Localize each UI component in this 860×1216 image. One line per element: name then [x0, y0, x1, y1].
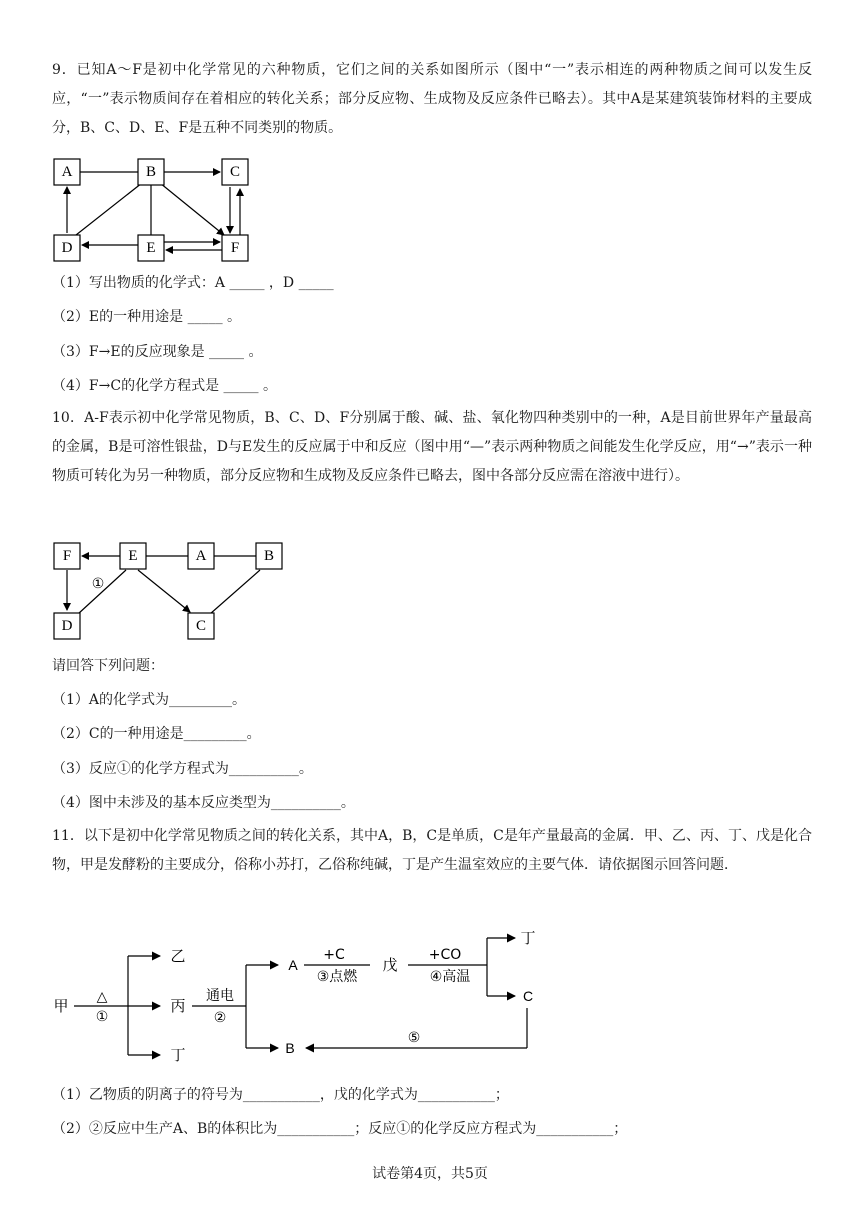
q9-question-2: （2）E的一种用途是 _____ 。: [52, 309, 242, 325]
q11-reaction-5-label: ⑤: [407, 1030, 421, 1046]
q10-node-f: [54, 543, 80, 569]
q10-node-e: [120, 543, 146, 569]
q10-node-b: [256, 543, 282, 569]
q11-reaction-2-label: ②: [213, 1010, 227, 1026]
svg-text:C: C: [229, 164, 241, 180]
svg-text:F: F: [62, 548, 72, 564]
q11-stem: 11．以下是初中化学常见物质之间的转化关系，其中A，B，C是单质，C是年产量最高的金属．甲、乙、丙、丁、戊是化合物，甲是发酵粉的主要成分，俗称小苏打，乙俗称纯碱，丁是产生温室效应的主要气体．请依据图示回答问题．: [52, 828, 812, 873]
q11-node-yi: 乙: [170, 947, 186, 965]
q11-node-ding-1: 丁: [170, 1046, 186, 1063]
q10-edge-b-c: [210, 570, 260, 614]
q11-node-a: A: [288, 957, 298, 973]
q10-stem: 10．A-F表示初中化学常见物质，B、C、D、F分别属于酸、碱、盐、氧化物四种类别中的一种，A是目前世界年产量最高的金属，B是可溶性银盐，D与E发生的反应属于中和反应（图中用“—”表示两种物质之间能发生化学反应，用“→”表示一种物质可转化为另一种物质，部分反应物和生成物及反应条件已略去，图中各部分反应需在溶液中进行）。: [52, 410, 812, 484]
q11-heat-label: △: [96, 989, 108, 1005]
q9-question-4: （4）F→C的化学方程式是 _____ 。: [52, 378, 277, 394]
svg-text:D: D: [61, 240, 73, 256]
q11-electrolysis-label: 通电: [206, 988, 234, 1004]
q11-node-bing: 丙: [170, 997, 186, 1015]
q9-edge-b-d: [76, 183, 142, 235]
q11-reaction-1-label: ①: [95, 1009, 109, 1025]
q10-diagram: [50, 538, 290, 646]
svg-text:A: A: [195, 548, 207, 564]
q11-plus-c-label: +C: [323, 947, 345, 963]
q9-edge-b-f: [160, 183, 224, 235]
q11-reaction-3-label: ③点燃: [316, 969, 358, 985]
q9-stem: 9．已知A～F是初中化学常见的六种物质，它们之间的关系如图所示（图中“一”表示相连的两种物质之间可以发生反应，“一”表示物质间存在着相应的转化关系；部分反应物、生成物及反应条件已略去）。其中A是某建筑装饰材料的主要成分，B、C、D、E、F是五种不同类别的物质。: [52, 62, 812, 136]
svg-text:F: F: [230, 240, 240, 256]
svg-text:E: E: [128, 548, 138, 564]
q11-question-1: （1）乙物质的阴离子的符号为___________，戊的化学式为___________；: [52, 1087, 509, 1103]
svg-text:C: C: [195, 618, 207, 634]
q9-diagram: [50, 155, 260, 263]
q11-diagram: [50, 928, 550, 1063]
q9-question-3: （3）F→E的反应现象是 _____ 。: [52, 344, 263, 360]
q10-reaction-1-label: ①: [91, 576, 105, 592]
q10-question-4: （4）图中未涉及的基本反应类型为__________。: [52, 795, 355, 811]
q9-node-e: [138, 235, 164, 261]
svg-text:B: B: [263, 548, 275, 564]
q11-node-ding-2: 丁: [520, 929, 536, 947]
q10-node-a: [188, 543, 214, 569]
q11-node-c: C: [522, 988, 534, 1004]
q10-edge-e-c: [138, 570, 190, 612]
q9-node-b: [138, 159, 164, 185]
q10-prompt: 请回答下列问题：: [52, 658, 164, 674]
q9-node-c: [222, 159, 248, 185]
q11-plus-co-label: +CO: [428, 947, 462, 963]
q10-node-c: [188, 613, 214, 639]
q11-reaction-4-label: ④高温: [429, 969, 471, 985]
svg-text:E: E: [146, 240, 156, 256]
q11-node-wu: 戊: [382, 956, 398, 974]
svg-text:A: A: [61, 164, 73, 180]
q11-question-2: （2）②反应中生产A、B的体积比为___________；反应①的化学反应方程式为___________；: [52, 1121, 628, 1137]
q9-node-a: [54, 159, 80, 185]
q10-node-d: [54, 613, 80, 639]
svg-text:B: B: [145, 164, 157, 180]
q10-question-2: （2）C的一种用途是_________。: [52, 726, 261, 742]
q9-question-1: （1）写出物质的化学式：A _____ ，D _____: [52, 275, 334, 291]
q9-node-f: [222, 235, 248, 261]
q10-question-1: （1）A的化学式为_________。: [52, 692, 247, 708]
q11-node-b: B: [285, 1040, 295, 1056]
q9-node-d: [54, 235, 80, 261]
q11-node-jia: 甲: [53, 997, 69, 1015]
svg-text:D: D: [61, 618, 73, 634]
page-footer: 试卷第4页，共5页: [372, 1166, 488, 1182]
q10-question-3: （3）反应①的化学方程式为__________。: [52, 761, 313, 777]
